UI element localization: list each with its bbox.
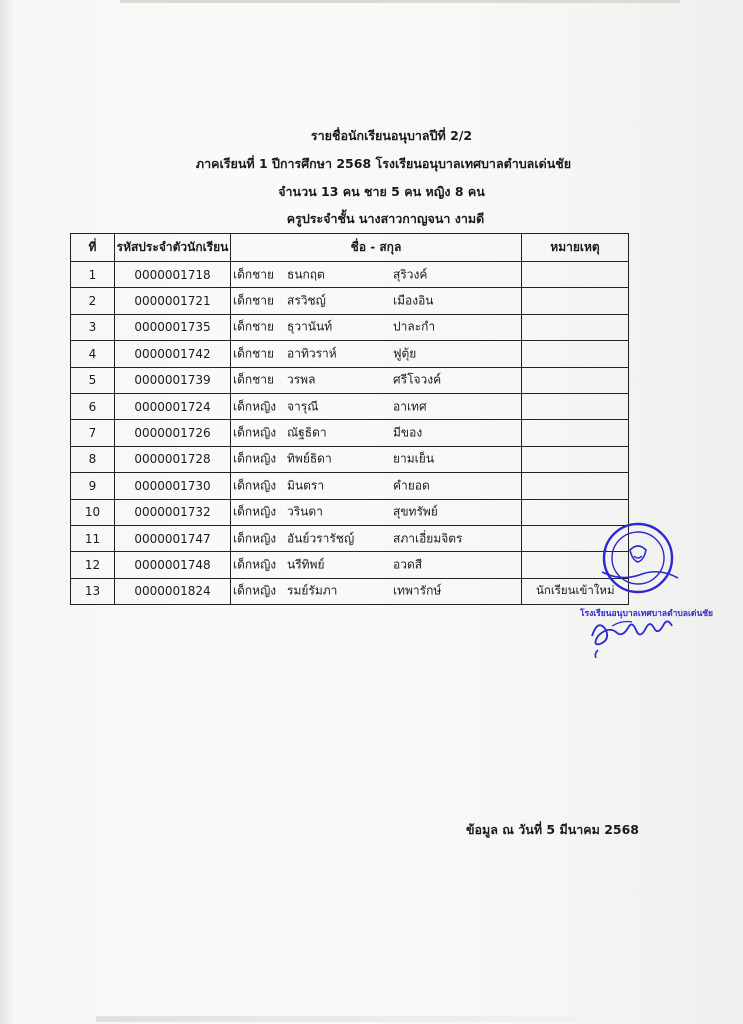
student-name-cell — [231, 314, 522, 340]
remark-text — [522, 320, 536, 334]
table-row — [71, 578, 629, 604]
name-prefix: เด็กหญิง — [233, 478, 277, 493]
row-number: 5 — [71, 367, 115, 393]
remark — [522, 341, 629, 367]
table-row — [71, 552, 629, 578]
remark-text — [522, 479, 536, 493]
remark — [522, 288, 629, 314]
first-name: ณัฐธิดา — [287, 425, 327, 440]
row-number: 3 — [71, 314, 115, 340]
first-name: อาทิวราห์ — [287, 346, 337, 361]
row-number: 11 — [71, 525, 115, 551]
column-header-student-id: รหัสประจำตัวนักเรียน — [115, 234, 231, 262]
last-name: ฟูตุ้ย — [393, 346, 417, 361]
student-id: 0000001724 — [115, 393, 231, 419]
first-name: จารุณี — [287, 399, 319, 414]
roster-body — [71, 262, 629, 605]
remark-text — [522, 347, 536, 361]
table-row — [71, 314, 629, 340]
remark — [522, 473, 629, 499]
first-name: ธนกฤต — [287, 267, 325, 282]
student-id: 0000001748 — [115, 552, 231, 578]
last-name: สภาเอี่ยมจิตร — [393, 531, 463, 546]
table-row — [71, 393, 629, 419]
data-as-of-date: ข้อมูล ณ วันที่ 5 มีนาคม 2568 — [466, 822, 640, 837]
page-top-edge — [120, 0, 680, 3]
student-id: 0000001726 — [115, 420, 231, 446]
student-id: 0000001730 — [115, 473, 231, 499]
last-name: อาเทศ — [393, 399, 427, 414]
first-name: วรินดา — [287, 504, 323, 519]
remark-text — [522, 558, 536, 572]
table-row — [71, 341, 629, 367]
row-number: 4 — [71, 341, 115, 367]
name-prefix: เด็กหญิง — [233, 557, 277, 572]
first-name: มินตรา — [287, 478, 325, 493]
remark-text — [522, 426, 536, 440]
name-prefix: เด็กชาย — [233, 319, 275, 334]
student-name-cell — [231, 262, 522, 288]
last-name: อวดสี — [393, 557, 423, 572]
student-name-cell — [231, 499, 522, 525]
table-row — [71, 473, 629, 499]
student-id: 0000001721 — [115, 288, 231, 314]
last-name: ศรีโจวงค์ — [393, 372, 442, 387]
last-name: สุขทรัพย์ — [393, 504, 438, 519]
student-name-cell — [231, 367, 522, 393]
semester-school-line: ภาคเรียนที่ 1 ปีการศึกษา 2568 โรงเรียนอนุบาลเทศบาลตำบลเด่นชัย — [195, 156, 572, 171]
remark-text — [522, 400, 536, 414]
student-id: 0000001739 — [115, 367, 231, 393]
name-prefix: เด็กหญิง — [233, 583, 277, 598]
row-number: 8 — [71, 446, 115, 472]
student-count-line: จำนวน 13 คน ชาย 5 คน หญิง 8 คน — [278, 184, 485, 199]
column-header-full-name: ชื่อ - สกุล — [231, 234, 522, 262]
document-title: รายชื่อนักเรียนอนุบาลปีที่ 2/2 — [310, 128, 473, 143]
name-prefix: เด็กหญิง — [233, 504, 277, 519]
student-name-cell — [231, 341, 522, 367]
school-seal-stamp — [600, 520, 680, 600]
student-id: 0000001735 — [115, 314, 231, 340]
table-row — [71, 446, 629, 472]
row-number: 13 — [71, 578, 115, 604]
remark — [522, 367, 629, 393]
student-id: 0000001747 — [115, 525, 231, 551]
student-id: 0000001824 — [115, 578, 231, 604]
remark — [522, 314, 629, 340]
table-row — [71, 367, 629, 393]
student-name-cell — [231, 288, 522, 314]
table-header-row — [71, 234, 629, 262]
student-name-cell — [231, 393, 522, 419]
remark-text — [522, 505, 536, 519]
row-number: 12 — [71, 552, 115, 578]
row-number: 6 — [71, 393, 115, 419]
column-header-number: ที่ — [71, 234, 115, 262]
row-number: 10 — [71, 499, 115, 525]
last-name: มีของ — [393, 425, 423, 440]
name-prefix: เด็กหญิง — [233, 425, 277, 440]
remark-text — [522, 373, 536, 387]
remark-text — [522, 452, 536, 466]
first-name: อันย์วรารัชญ์ — [287, 531, 355, 546]
handwritten-signature — [588, 606, 688, 658]
homeroom-teacher-line: ครูประจำชั้น นางสาวกาญจนา งามดี — [286, 211, 485, 226]
first-name: ธุวานันท์ — [287, 319, 333, 334]
first-name: วรพล — [287, 372, 316, 387]
remark — [522, 262, 629, 288]
table-row — [71, 420, 629, 446]
student-name-cell — [231, 552, 522, 578]
remark — [522, 446, 629, 472]
student-name-cell — [231, 578, 522, 604]
student-name-cell — [231, 420, 522, 446]
remark — [522, 393, 629, 419]
table-row — [71, 262, 629, 288]
remark-text — [522, 268, 536, 282]
last-name: ยามเย็น — [393, 451, 435, 466]
row-number: 1 — [71, 262, 115, 288]
remark-text — [522, 294, 536, 308]
student-name-cell — [231, 473, 522, 499]
first-name: สรวิชญ์ — [287, 293, 326, 308]
row-number: 2 — [71, 288, 115, 314]
first-name: รมย์รัมภา — [287, 583, 338, 598]
name-prefix: เด็กชาย — [233, 293, 275, 308]
student-name-cell — [231, 446, 522, 472]
remark-text: นักเรียนเข้าใหม่ — [536, 583, 615, 598]
student-id: 0000001742 — [115, 341, 231, 367]
last-name: สุริวงค์ — [393, 267, 428, 282]
remark — [522, 420, 629, 446]
row-number: 9 — [71, 473, 115, 499]
student-id: 0000001732 — [115, 499, 231, 525]
page-bottom-smudge — [96, 1016, 576, 1022]
student-id: 0000001728 — [115, 446, 231, 472]
column-header-remark: หมายเหตุ — [522, 234, 629, 262]
last-name: เมืองอิน — [393, 293, 434, 308]
name-prefix: เด็กชาย — [233, 346, 275, 361]
last-name: เทพารักษ์ — [393, 583, 442, 598]
name-prefix: เด็กหญิง — [233, 451, 277, 466]
table-row — [71, 499, 629, 525]
name-prefix: เด็กชาย — [233, 267, 275, 282]
name-prefix: เด็กหญิง — [233, 531, 277, 546]
first-name: ทิพย์ธิดา — [287, 451, 332, 466]
last-name: ปาละกำ — [393, 319, 436, 334]
remark-text — [522, 532, 536, 546]
table-row — [71, 288, 629, 314]
table-row — [71, 525, 629, 551]
student-id: 0000001718 — [115, 262, 231, 288]
row-number: 7 — [71, 420, 115, 446]
last-name: คำยอด — [393, 478, 430, 493]
first-name: นรีทิพย์ — [287, 557, 325, 572]
student-name-cell — [231, 525, 522, 551]
student-roster-table — [70, 233, 629, 605]
name-prefix: เด็กชาย — [233, 372, 275, 387]
name-prefix: เด็กหญิง — [233, 399, 277, 414]
stamp-school-name: โรงเรียนอนุบาลเทศบาลตำบลเด่นชัย — [580, 609, 713, 619]
